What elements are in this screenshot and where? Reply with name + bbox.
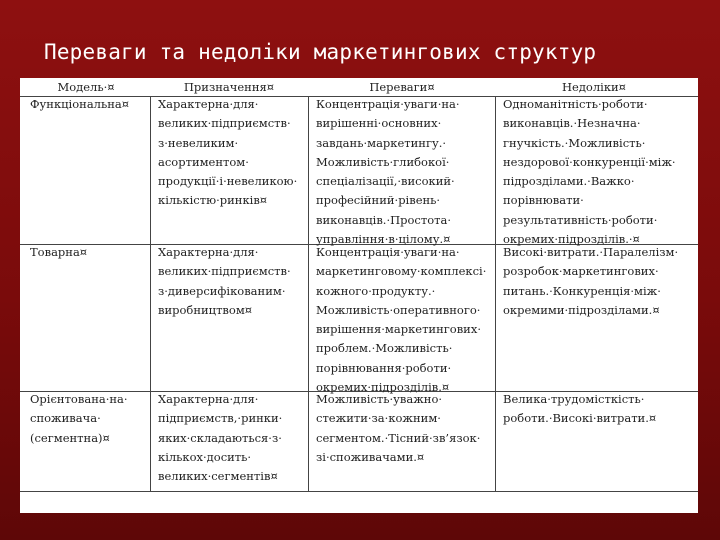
cell-line: питань.·Конкуренція·між·: [503, 283, 661, 298]
cell-line: Характерна·для·: [158, 245, 259, 259]
cell-line: Характерна·для·: [158, 392, 259, 406]
cell-line: кількістю·ринків¤: [158, 193, 268, 208]
cell-line: Високі·витрати.·Паралелізм·: [503, 245, 679, 259]
cell-line: Велика·трудомісткість·: [503, 392, 645, 406]
column-divider: [495, 96, 496, 491]
column-divider: [308, 96, 309, 491]
cell-line: вирішення·маркетингових·: [316, 322, 481, 337]
cell-line: вирішенні·основних·: [316, 116, 442, 131]
cell-line: з·диверсифікованим·: [158, 283, 286, 298]
cell-line: Можливість·уважно·: [316, 392, 443, 406]
cell-line: порівнювати·: [503, 193, 584, 208]
cell-line: Можливість·оперативного·: [316, 302, 481, 317]
cell-line: асортиментом·: [158, 154, 249, 169]
cell-line: Орієнтована·на·: [30, 392, 128, 406]
header-model: Модель·¤: [57, 80, 115, 94]
cell-line: нездорової·конкуренції·між·: [503, 154, 676, 169]
table-cell-model: [30, 390, 148, 448]
cell-line: Функціональна¤: [30, 97, 130, 111]
cell-line: виконавців.·Простота·: [316, 212, 452, 227]
table-cell-cons: [503, 95, 693, 249]
cell-line: окремими·підрозділами.¤: [503, 302, 660, 317]
cell-line: кількох·досить·: [158, 449, 252, 464]
document-table: [20, 78, 698, 513]
cell-line: Одноманітність·роботи·: [503, 97, 648, 111]
table-cell-purpose: [158, 243, 306, 320]
table-cell-model: [30, 95, 148, 114]
cell-line: роботи.·Високі·витрати.¤: [503, 411, 657, 426]
cell-line: великих·підприємств·: [158, 116, 291, 131]
cell-line: маркетинговому·комплексі·: [316, 264, 487, 279]
table-cell-pros: [316, 95, 492, 249]
cell-line: Концентрація·уваги·на·: [316, 97, 460, 111]
cell-line: Товарна¤: [30, 245, 88, 259]
column-divider: [150, 96, 151, 491]
cell-line: зі·споживачами.¤: [316, 449, 425, 464]
table-cell-pros: [316, 243, 492, 397]
cell-line: підрозділами.·Важко·: [503, 174, 635, 189]
table-cell-cons: [503, 390, 693, 429]
cell-line: управління·в·цілому.¤: [316, 232, 451, 247]
cell-line: сегментом.·Тісний·зв’язок·: [316, 430, 481, 445]
table-cell-model: [30, 243, 148, 262]
cell-line: підприємств,·ринки·: [158, 411, 283, 426]
header-purpose: Призначення¤: [183, 80, 275, 94]
cell-line: великих·підприємств·: [158, 264, 291, 279]
cell-line: виробництвом¤: [158, 302, 253, 317]
cell-line: проблем.·Можливість·: [316, 341, 453, 356]
cell-line: стежити·за·кожним·: [316, 411, 441, 426]
cell-line: окремих·підрозділів.¤: [316, 380, 450, 395]
table-cell-purpose: [158, 95, 306, 211]
cell-line: з·невеликим·: [158, 135, 239, 150]
cell-line: завдань·маркетингу.·: [316, 135, 447, 150]
cell-line: продукції·і·невеликою·: [158, 174, 298, 189]
header-pros: Переваги¤: [369, 80, 435, 94]
cell-line: кожного·продукту.·: [316, 283, 436, 298]
cell-line: споживача·: [30, 411, 101, 426]
table-cell-cons: [503, 243, 693, 320]
cell-line: гнучкість.·Можливість·: [503, 135, 646, 150]
cell-line: Можливість·глибокої·: [316, 154, 450, 169]
cell-line: Концентрація·уваги·на·: [316, 245, 460, 259]
cell-line: яких·складаються·з·: [158, 430, 282, 445]
cell-line: професійний·рівень·: [316, 193, 441, 208]
slide-title: Переваги та недоліки маркетингових структур: [44, 40, 597, 64]
table-cell-purpose: [158, 390, 306, 486]
cell-line: порівнювання·роботи·: [316, 360, 452, 375]
table-cell-pros: [316, 390, 492, 467]
cell-line: (сегментна)¤: [30, 430, 110, 445]
cell-line: результативність·роботи·: [503, 212, 658, 227]
cell-line: Характерна·для·: [158, 97, 259, 111]
cell-line: великих·сегментів¤: [158, 469, 278, 484]
cell-line: виконавців.·Незначна·: [503, 116, 641, 131]
cell-line: спеціалізації,·високий·: [316, 174, 455, 189]
header-cons: Недоліки¤: [562, 80, 626, 94]
cell-line: окремих·підрозділів.·¤: [503, 232, 640, 247]
row-divider: [20, 491, 698, 492]
cell-line: розробок·маркетингових·: [503, 264, 659, 279]
